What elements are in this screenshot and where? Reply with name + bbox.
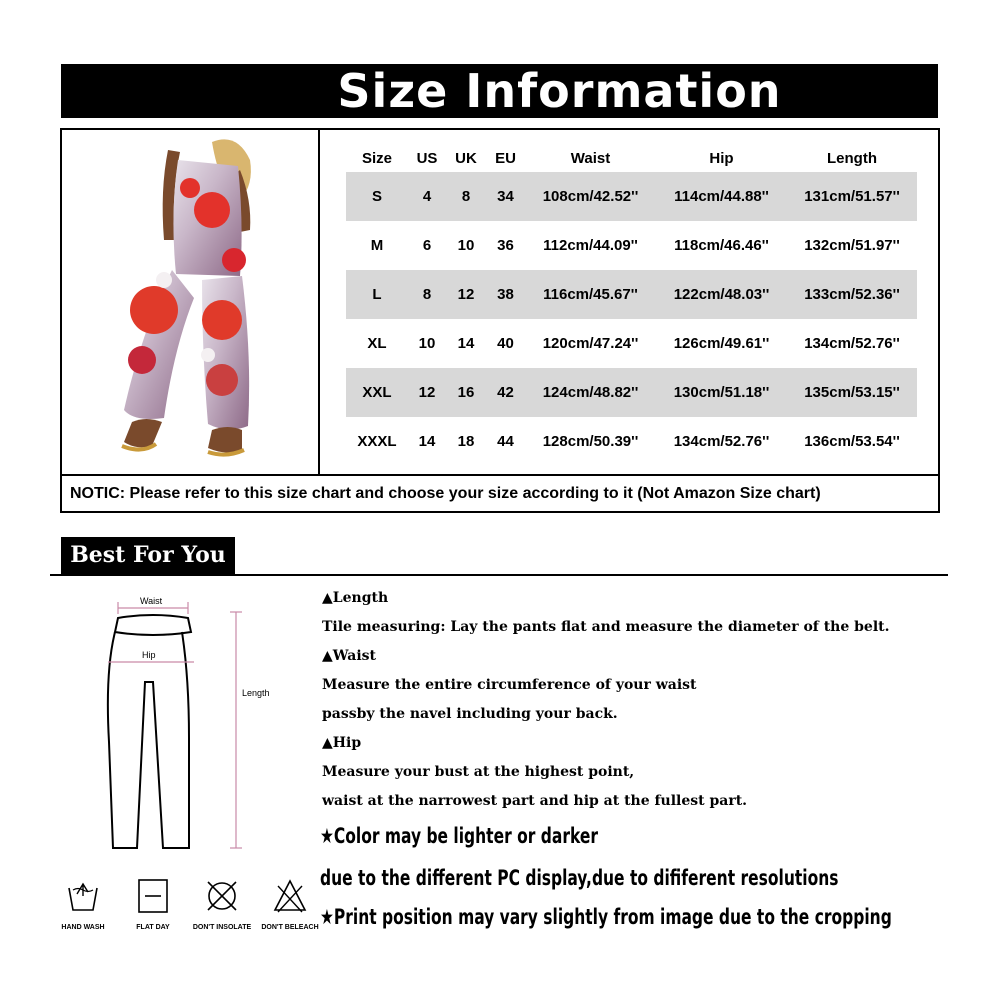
cell-size: M — [370, 237, 384, 254]
cell-uk: 12 — [446, 270, 486, 319]
dont-bleach-icon — [272, 878, 308, 914]
care-flat-dry — [118, 878, 188, 931]
hip-heading: ▲Hip — [322, 735, 362, 751]
table-row — [346, 270, 917, 319]
length-instruction: Tile measuring: Lay the pants flat and measure the diameter of the belt. — [322, 619, 890, 635]
color-note: ★Color may be lighter or darker — [320, 824, 598, 848]
cell-length: 136cm/53.54'' — [804, 433, 900, 450]
cell-uk: 18 — [457, 433, 475, 450]
cell-us: 14 — [418, 433, 436, 450]
cell-waist: 128cm/50.39'' — [542, 433, 639, 450]
best-for-you-tab: Best For You — [61, 537, 235, 574]
pants-measurement-diagram — [70, 590, 290, 860]
cell-uk: 14 — [457, 335, 475, 352]
cell-size: XXL — [346, 368, 408, 417]
table-row — [346, 172, 917, 221]
display-note: due to the different PC display,due to dififerent resolutions — [320, 866, 839, 890]
size-table — [346, 144, 917, 466]
header-length: Length — [827, 149, 877, 167]
header-uk: UK — [455, 149, 477, 167]
table-row — [346, 368, 917, 417]
header-eu: EU — [495, 149, 516, 167]
cell-hip: 130cm/51.18'' — [656, 368, 787, 417]
cell-size: L — [346, 270, 408, 319]
care-dont-insolate — [187, 878, 257, 931]
cell-length: 132cm/51.97'' — [804, 237, 900, 254]
cell-waist: 116cm/45.67'' — [525, 270, 656, 319]
cell-length: 131cm/51.57'' — [787, 172, 917, 221]
cell-uk: 8 — [446, 172, 486, 221]
cell-hip: 126cm/49.61'' — [673, 335, 770, 352]
waist-instruction-2: passby the navel including your back. — [322, 706, 618, 722]
cell-eu: 36 — [497, 237, 514, 254]
cell-uk: 16 — [446, 368, 486, 417]
hip-label: Hip — [142, 650, 156, 660]
cell-length: 133cm/52.36'' — [787, 270, 917, 319]
cell-length: 135cm/53.15'' — [787, 368, 917, 417]
dont-insolate-label: DON'T INSOLATE — [192, 924, 252, 931]
table-row — [346, 319, 917, 368]
cell-us: 4 — [408, 172, 446, 221]
cell-eu: 40 — [497, 335, 514, 352]
length-heading: ▲Length — [322, 590, 389, 606]
header-us: US — [416, 149, 438, 167]
cell-eu: 38 — [486, 270, 525, 319]
cell-hip: 134cm/52.76'' — [673, 433, 770, 450]
cell-waist: 120cm/47.24'' — [542, 335, 639, 352]
hip-instruction-1: Measure your bust at the highest point, — [322, 764, 635, 780]
care-hand-wash — [48, 878, 118, 931]
cell-eu: 44 — [497, 433, 514, 450]
waist-instruction-1: Measure the entire circumference of your waist — [322, 677, 697, 693]
cell-us: 10 — [418, 335, 436, 352]
cell-hip: 114cm/44.88'' — [656, 172, 787, 221]
header-waist: Waist — [570, 149, 611, 167]
cell-size: XL — [367, 335, 387, 352]
size-table-header — [346, 144, 917, 172]
cell-waist: 124cm/48.82'' — [525, 368, 656, 417]
flat-dry-icon — [135, 878, 171, 914]
cell-length: 134cm/52.76'' — [804, 335, 900, 352]
cell-us: 12 — [408, 368, 446, 417]
print-note: ★Print position may vary slightly from image due to the cropping — [320, 905, 892, 929]
product-photo — [62, 130, 318, 474]
cell-size: XXXL — [357, 433, 397, 450]
cell-waist: 112cm/44.09'' — [543, 237, 638, 254]
product-photo-cell — [62, 130, 320, 474]
cell-hip: 118cm/46.46'' — [674, 237, 769, 254]
section-divider — [50, 574, 948, 576]
dont-bleach-label: DON'T BELEACH — [261, 924, 319, 931]
cell-us: 8 — [408, 270, 446, 319]
size-information-banner — [61, 64, 938, 118]
cell-eu: 34 — [486, 172, 525, 221]
header-hip: Hip — [709, 149, 734, 167]
hand-wash-label: HAND WASH — [61, 924, 105, 931]
hip-instruction-2: waist at the narrowest part and hip at the fullest part. — [322, 793, 748, 809]
cell-size: S — [346, 172, 408, 221]
cell-eu: 42 — [486, 368, 525, 417]
flat-dry-label: FLAT DAY — [136, 924, 170, 931]
banner-title: Size Information — [337, 64, 782, 118]
size-notice: NOTIC: Please refer to this size chart and choose your size according to it (Not Amazon Size chart) — [62, 474, 938, 511]
cell-waist: 108cm/42.52'' — [525, 172, 656, 221]
cell-hip: 122cm/48.03'' — [656, 270, 787, 319]
hand-wash-icon — [65, 878, 101, 914]
size-chart-box — [60, 128, 940, 513]
cell-us: 6 — [422, 237, 432, 254]
waist-heading: ▲Waist — [322, 648, 377, 664]
table-row — [346, 417, 917, 466]
size-table-cell — [320, 130, 938, 474]
table-row — [346, 221, 917, 270]
length-label: Length — [242, 688, 270, 698]
care-dont-bleach — [255, 878, 325, 931]
header-size: Size — [361, 149, 392, 167]
waist-label: Waist — [140, 596, 163, 606]
cell-uk: 10 — [457, 237, 475, 254]
dont-insolate-icon — [204, 878, 240, 914]
